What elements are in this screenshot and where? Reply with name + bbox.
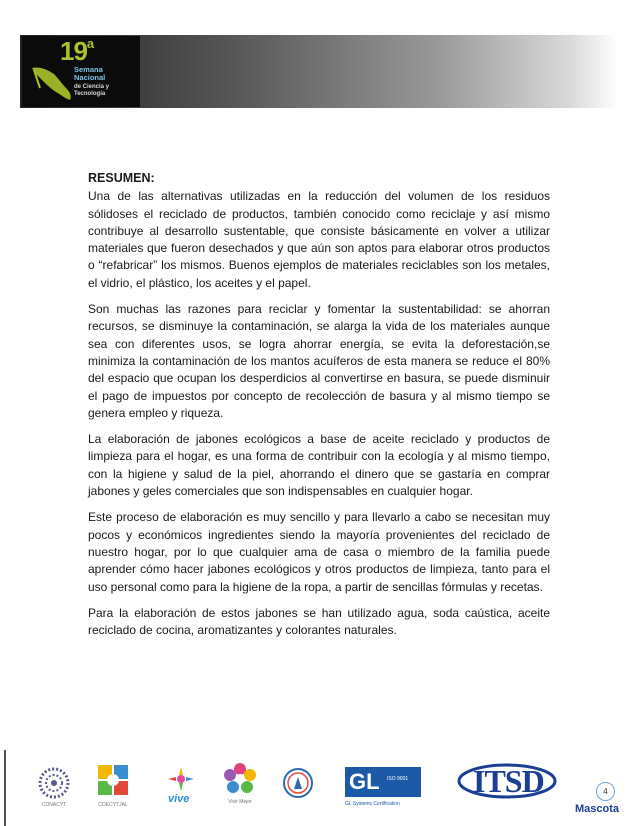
mascota-label: Mascota	[575, 803, 620, 815]
vive-label: vive	[168, 793, 190, 805]
iso-badge: ISO 9001	[387, 776, 409, 782]
itsd-label: ITSD	[473, 763, 544, 799]
vivir-mejor-label: Vivir Mejor	[228, 799, 252, 805]
vivir-mejor-logo	[222, 761, 258, 797]
semana-nacional-logo	[22, 36, 140, 107]
paragraph-4: Este proceso de elaboración es muy sencillo y para llevarlo a cabo se necesitan muy pocos y económicos ingredientes siendo la mayoría provenientes del reciclado de nuestro hogar, por lo que cualquier ama de casa o miembro de la familia puede aprender cómo hacer jabones ecológicos y otros productos de limpieza, tanto para el uso personal como para la higiene de la ropa, a partir de sencillas fórmulas y recetas.	[88, 510, 550, 594]
paragraph-3: La elaboración de jabones ecológicos a base de aceite reciclado y productos de limpieza para el hogar, es una forma de contribuir con la ecología y al mismo tiempo, con la higiene y salud de la piel, ahorrando el dinero que se gastaría en comprar jabones y geles comerciales que son indispensables en cualquier hogar.	[88, 432, 550, 499]
coecytjal-logo	[96, 763, 130, 799]
conacyt-label: CONACYT	[41, 802, 67, 808]
logo-number: 19$^a$	[60, 36, 94, 66]
gl-iso-logo	[345, 767, 421, 797]
itsd-logo	[455, 759, 559, 803]
document-body	[88, 170, 550, 648]
circle-figure-logo	[282, 767, 314, 799]
page-number: 4	[596, 782, 615, 801]
conacyt-logo	[38, 767, 70, 799]
paragraph-1: Una de las alternativas utilizadas en la reducción del volumen de los residuos sólidoses el reciclado de productos, también conocido como reciclaje y así mismo contribuye al desarrollo sustentable, que consiste básicamente en volver a utilizar materiales que fueron desechados y que aún son aptos para elaborar otros productos o “refabricar” los mismos. Buenos ejemplos de materiales reciclables son los metales, el vidrio, el plástico, los aceites y el papel.	[88, 189, 550, 290]
section-heading: RESUMEN:	[88, 171, 155, 185]
vive-logo	[164, 765, 198, 793]
paragraph-5: Para la elaboración de estos jabones se han utilizado agua, soda caústica, aceite reciclado de cocina, aromatizantes y colorantes naturales.	[88, 605, 550, 638]
mexico-map-icon	[30, 62, 74, 102]
coecytjal-label: COECYTJAL	[98, 802, 128, 808]
paragraph-2: Son muchas las razones para reciclar y fomentar la sustentabilidad: se ahorran recursos, se disminuye la contaminación, se alarga la vida de los materiales aunque sea con diferentes usos, se logra ahorrar energía, se evita la deforestación,se minimiza la contaminación de los mantos acuíferos de esta manera se reduce el 80% del espacio que ocupan los desperdicios al convertirse en basura, se puede disminuir el pago de impuestos por concepto de recolección de basura y al mismo tiempo se genera empleo y riqueza.	[88, 302, 550, 420]
footer-logos	[0, 755, 638, 826]
gl-caption: GL Systems Certification	[345, 801, 400, 807]
logo-text: Semana Nacional de Ciencia y Tecnología	[74, 65, 110, 97]
gl-label: GL	[349, 769, 380, 794]
